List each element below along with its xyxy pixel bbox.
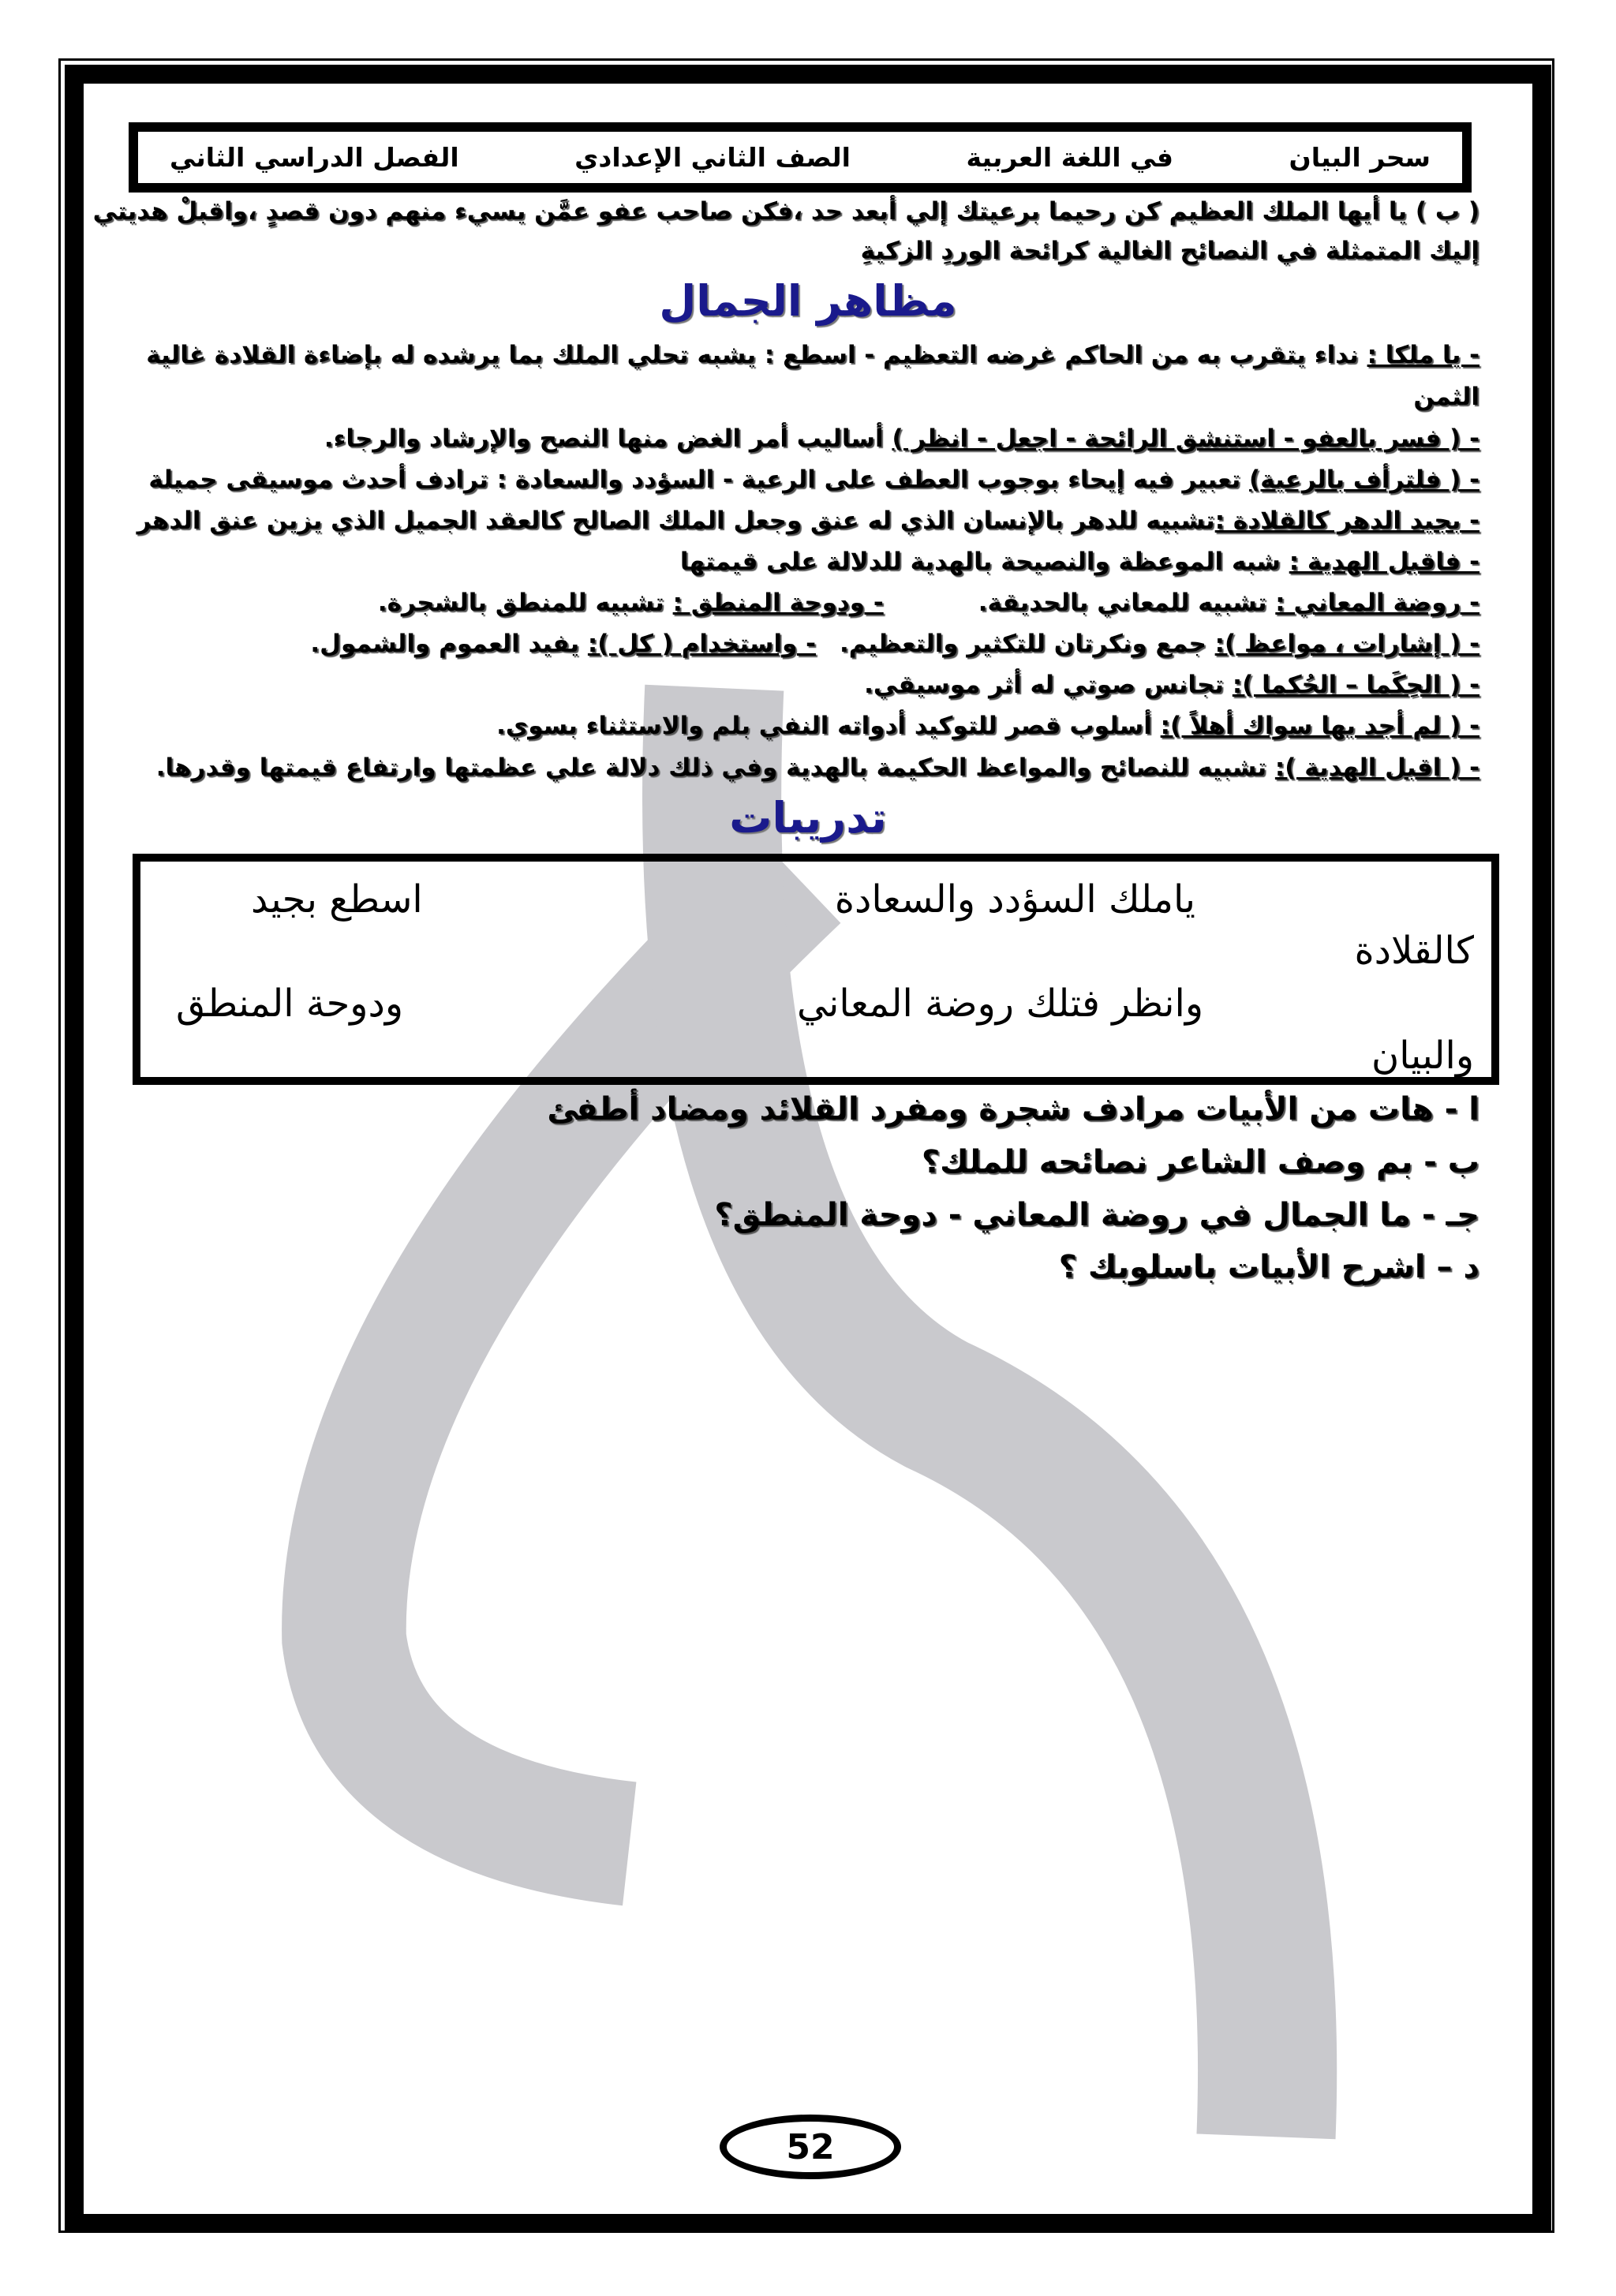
page-number-badge <box>720 2115 901 2179</box>
beauty-term: - بجيد الدهر كالقلادة : <box>1214 507 1479 535</box>
section-title-exercises: تدريبات <box>729 793 887 843</box>
beauty-desc: الثمن <box>1413 383 1479 411</box>
question-b: ب - بم وصف الشاعر نصائحه للملك؟ <box>921 1144 1479 1180</box>
beauty-term: - ( لم أجد بها سواك أهلاً ): <box>1160 712 1479 740</box>
verse-2-wrap: والبيان <box>1371 1034 1474 1078</box>
beauty-desc: تشبيه للمعاني بالحديقة. <box>978 589 1276 617</box>
beauty-term: - روضة المعاني : <box>1275 589 1479 617</box>
beauty-term: - ( فسر بالعفو - استنشق الرائحة - اجعل - انظر ) <box>892 424 1479 453</box>
verse-2-second-hemistich: ودوحة المنطق <box>176 982 403 1026</box>
beauty-item <box>146 341 1479 369</box>
header-subject: في اللغة العربية <box>966 142 1174 173</box>
beauty-desc: شبه الموعظة والنصيحة بالهدية للدلالة على قيمتها <box>679 548 1289 576</box>
beauty-item <box>158 630 1479 658</box>
beauty-item <box>158 383 1479 411</box>
beauty-term: - واستخدام ( كل ): <box>587 630 817 658</box>
beauty-item <box>158 671 1479 699</box>
beauty-desc: تعبير فيه إيحاء بوجوب العطف على الرعية - السؤدد والسعادة : ترادف أحدث موسيقى جميلة <box>148 466 1250 494</box>
beauty-term: - ( إشارات ، مواعظ ): <box>1214 630 1479 658</box>
beauty-item <box>155 753 1479 782</box>
beauty-item <box>158 548 1479 576</box>
question-c: جـ - ما الجمال في روضة المعاني - دوحة المنطق؟ <box>714 1197 1479 1233</box>
beauty-term: - ( اقبل الهدية ): <box>1274 753 1479 782</box>
poem-verses-box <box>133 854 1499 1085</box>
beauty-term: - ( الحِكَما – الحُكما ): <box>1232 671 1479 699</box>
verse-1-wrap: كالقلادة <box>1354 929 1474 973</box>
beauty-desc: تشبيه للمنطق بالشجرة. <box>377 589 673 617</box>
header-grade: الصف الثاني الإعدادي <box>574 142 851 173</box>
beauty-item <box>158 589 1479 617</box>
beauty-term: - يا ملكا : <box>1367 341 1479 369</box>
intro-line-2: إليك المتمثلة في النصائح الغالية كرائحة الوردِ الزكيةِ <box>860 237 1479 265</box>
beauty-desc: تشبيه للدهر بالإنسان الذي له عنق وجعل الملك الصالح كالعقد الجميل الذي يزين عنق الدهر <box>137 507 1215 535</box>
beauty-item <box>158 712 1479 740</box>
beauty-item <box>158 424 1479 453</box>
beauty-desc: تجانس صوتي له أثر موسيقي. <box>864 671 1233 699</box>
page-number: 52 <box>786 2126 835 2167</box>
beauty-term: - ( فلترأف بالرعية) <box>1249 466 1479 494</box>
beauty-item <box>137 507 1479 535</box>
question-a: ا - هات من الأبيات مرادف شجرة ومفرد القلائد ومضاد أطفئ <box>547 1091 1479 1127</box>
page-header-box <box>129 122 1472 193</box>
question-d: د – اشرح الأبيات باسلوبك ؟ <box>1058 1249 1479 1285</box>
header-term: الفصل الدراسي الثاني <box>170 142 459 173</box>
beauty-desc: تشبيه للنصائح والمواعظ الحكيمة بالهدية وفي ذلك دلالة علي عظمتها وارتفاع قيمتها وقدرها. <box>155 753 1275 782</box>
beauty-term: - ودوحة المنطق : <box>672 589 884 617</box>
beauty-term: - فاقبل الهدية : <box>1289 548 1479 576</box>
beauty-desc: أساليب أمر الغض منها النصح والإرشاد والرجاء. <box>324 424 892 453</box>
beauty-item <box>148 466 1479 494</box>
beauty-desc: أسلوب قصر للتوكيد أدواته النفي بلم والاستثناء بسوي. <box>496 712 1161 740</box>
header-book-title: سحر البيان <box>1289 142 1431 173</box>
verse-1-first-hemistich: ياملك السؤدد والسعادة <box>834 877 1195 922</box>
verse-1-second-hemistich: اسطع بجيد <box>251 877 423 922</box>
beauty-desc: نداء يتقرب به من الحاكم غرضه التعظيم - اسطع : يشبه تحلي الملك بما يرشده له بإضاءة القلادة غالية <box>146 341 1367 369</box>
beauty-desc: يفيد العموم والشمول. <box>310 630 588 658</box>
intro-line-1: ( ب ) يا أيها الملك العظيم كن رحيما برعيتك إلي أبعد حد ،فكن صاحب عفو عمَّن يسيء منهم دون قصدٍ ،واقبلْ هديتي <box>92 197 1479 226</box>
beauty-desc: جمع ونكرتان للتكثير والتعظيم. <box>840 630 1215 658</box>
section-title-beauty: مظاهر الجمال <box>659 276 957 326</box>
verse-2-first-hemistich: وانظر فتلك روضة المعاني <box>797 982 1203 1026</box>
